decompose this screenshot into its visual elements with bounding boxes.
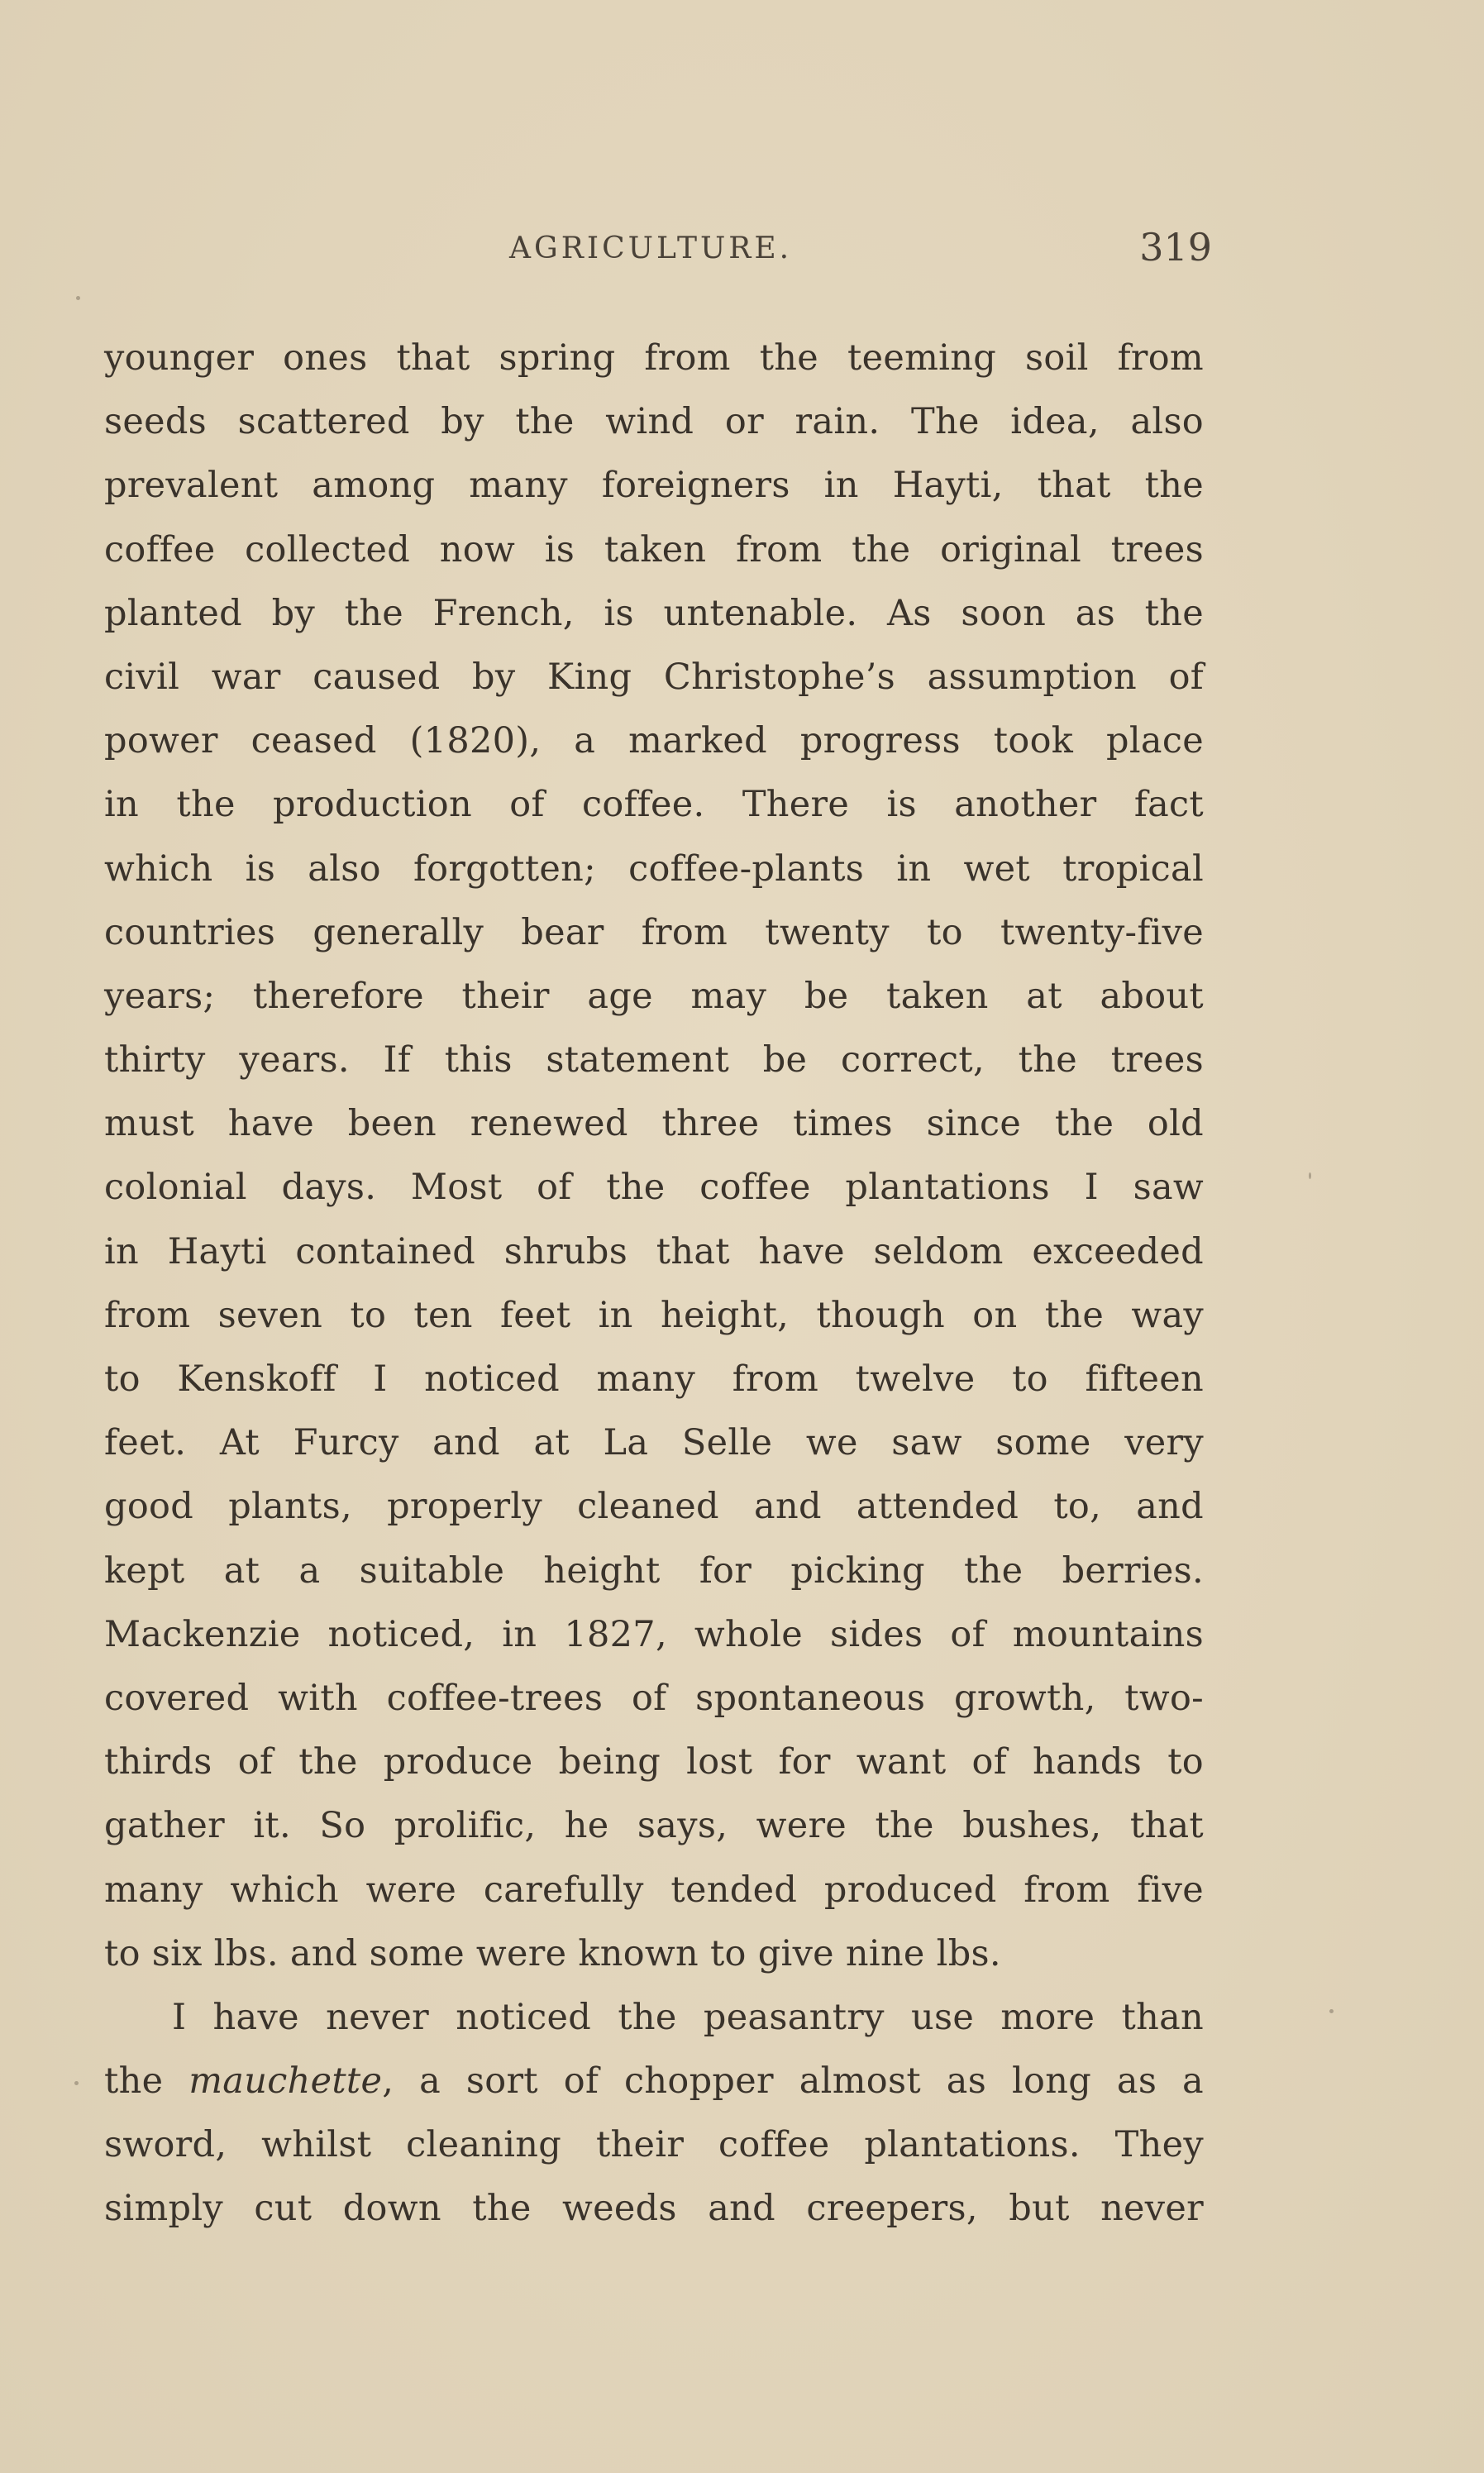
text-line: Mackenzie noticed, in 1827, whole sides of mountains xyxy=(104,1613,1204,1655)
text-line: which is also forgotten; coffee-plants in wet tropical xyxy=(104,847,1204,890)
paper-speck xyxy=(1309,1172,1311,1179)
text-line: must have been renewed three times since the old xyxy=(104,1103,1204,1145)
text-line: coffee collected now is taken from the original trees xyxy=(104,528,1204,571)
page-number: 319 xyxy=(1139,225,1212,270)
text-fragment: , a sort of chopper almost as long as a xyxy=(382,2060,1204,2103)
paragraph-first-line: I have never noticed the peasantry use more than xyxy=(172,1996,1204,2038)
text-line: power ceased (1820), a marked progress took place xyxy=(104,720,1204,762)
text-line: countries generally bear from twenty to twenty-five xyxy=(104,911,1204,953)
paper-speck xyxy=(74,2081,79,2085)
text-line: thirds of the produce being lost for want of hands to xyxy=(104,1741,1204,1783)
text-line: prevalent among many foreigners in Hayti, that the xyxy=(104,465,1204,507)
text-line: seeds scattered by the wind or rain. The idea, also xyxy=(104,401,1204,443)
paper-speck xyxy=(76,296,80,300)
text-line: to Kenskoff I noticed many from twelve to fifteen xyxy=(104,1358,1204,1400)
running-head xyxy=(104,225,1212,275)
text-line: years; therefore their age may be taken at about xyxy=(104,975,1204,1017)
text-line: to six lbs. and some were known to give nine lbs. xyxy=(104,1932,1001,1974)
text-line: good plants, properly cleaned and attended to, and xyxy=(104,1486,1204,1528)
text-line: colonial days. Most of the coffee plantations I saw xyxy=(104,1167,1204,1209)
text-line: from seven to ten feet in height, though on the way xyxy=(104,1294,1204,1336)
text-line: kept at a suitable height for picking the berries. xyxy=(104,1549,1204,1592)
italic-term: mauchette xyxy=(188,2060,383,2103)
text-line: sword, whilst cleaning their coffee plantations. They xyxy=(104,2124,1204,2166)
text-line: gather it. So prolific, he says, were the bushes, that xyxy=(104,1805,1204,1847)
text-line: covered with coffee-trees of spontaneous growth, two- xyxy=(104,1677,1204,1719)
text-line: feet. At Furcy and at La Selle we saw some very xyxy=(104,1422,1204,1464)
paper-speck xyxy=(1329,2009,1334,2013)
text-line: simply cut down the weeds and creepers, but never xyxy=(104,2188,1204,2230)
text-line: planted by the French, is untenable. As soon as the xyxy=(104,592,1204,634)
text-line: many which were carefully tended produced from five xyxy=(104,1869,1204,1911)
text-line: younger ones that spring from the teeming soil from xyxy=(104,337,1204,379)
body-text xyxy=(104,327,1204,2241)
text-fragment: the xyxy=(104,2060,189,2103)
text-line: in Hayti contained shrubs that have seldom exceeded xyxy=(104,1230,1204,1272)
text-line xyxy=(104,2050,1204,2113)
running-title: AGRICULTURE. xyxy=(509,232,793,265)
text-line: thirty years. If this statement be correct, the trees xyxy=(104,1039,1204,1081)
text-line: civil war caused by King Christophe’s assumption of xyxy=(104,656,1204,698)
text-line: in the production of coffee. There is another fact xyxy=(104,784,1204,826)
